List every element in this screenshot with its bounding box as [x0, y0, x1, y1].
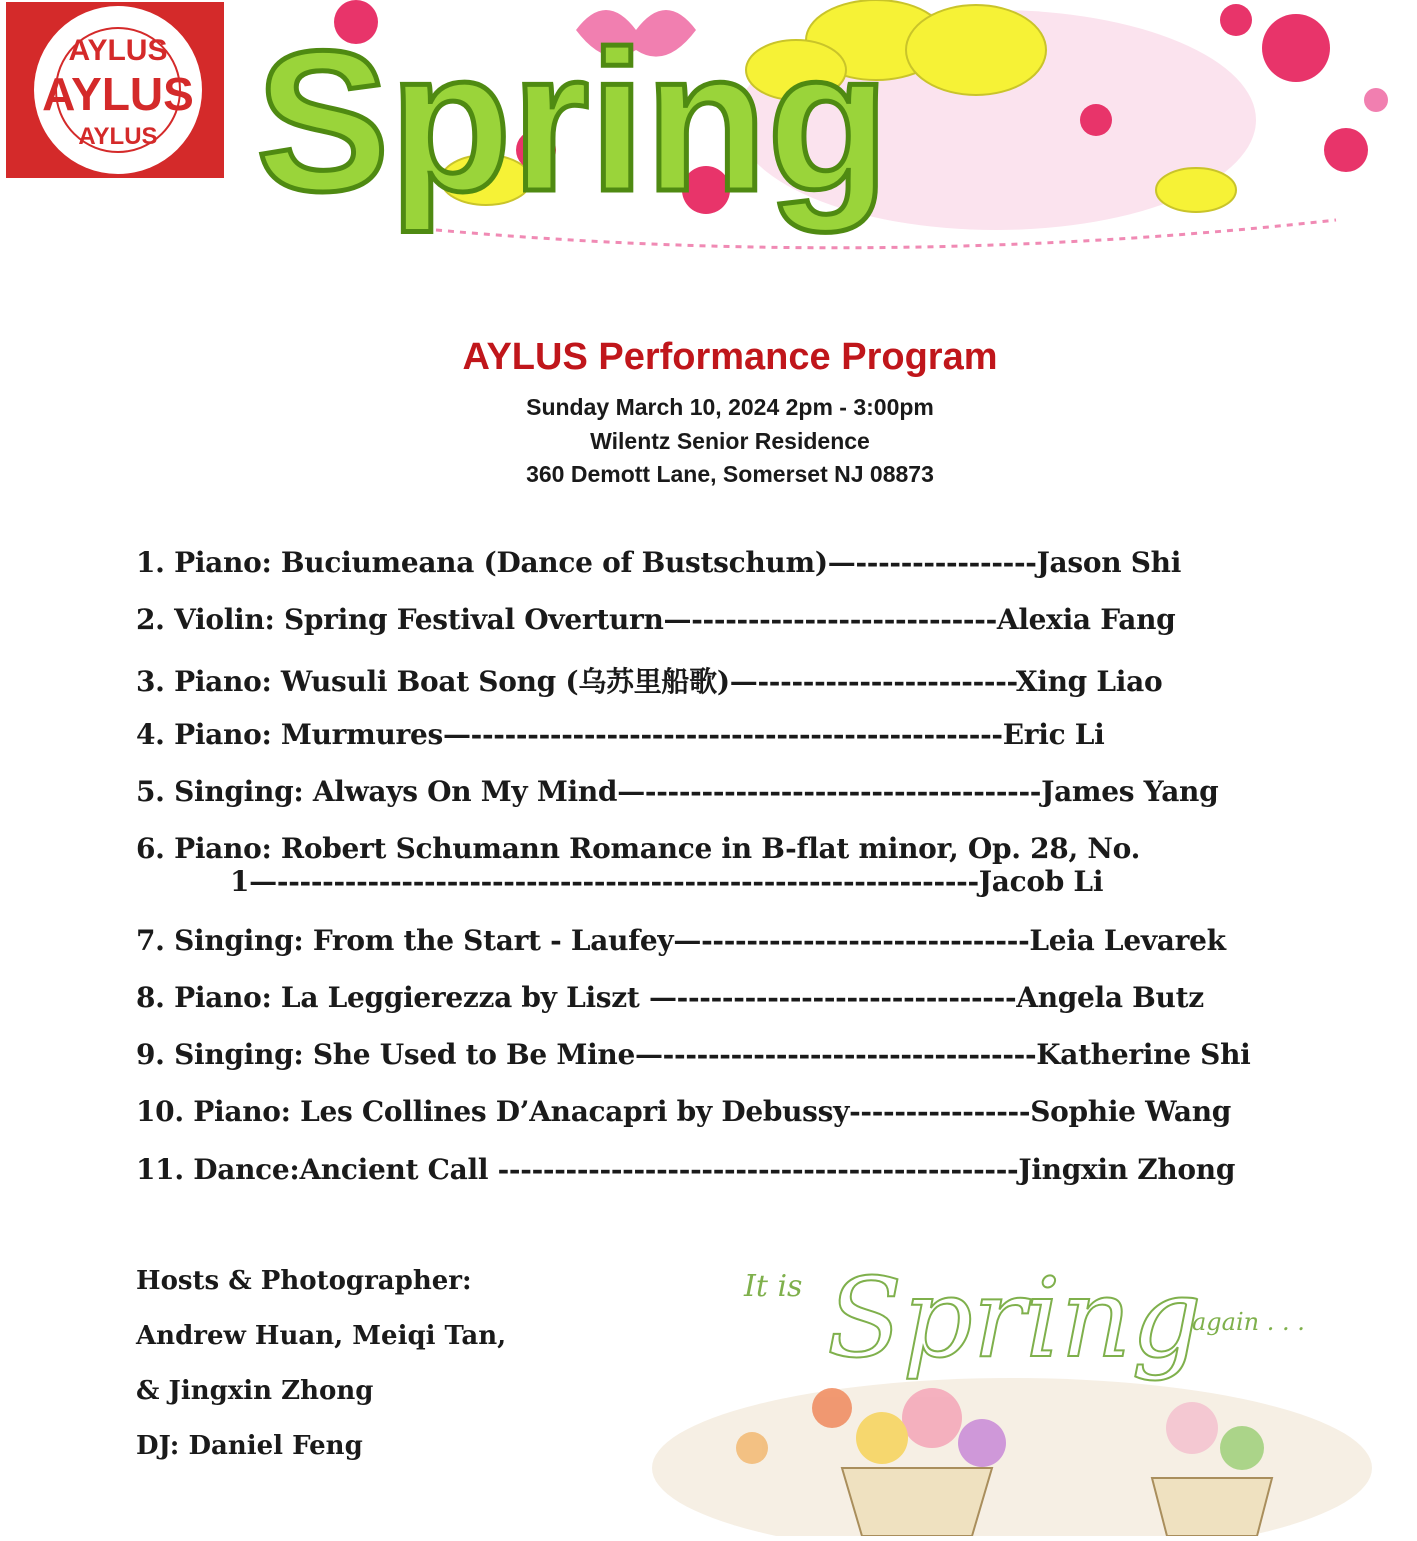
- program-item: [136, 832, 1140, 898]
- program-item: 11. Dance:Ancient Call ----------------------------------------------Jingxin Zhong: [136, 1153, 1236, 1186]
- program-item: 10. Piano: Les Collines D’Anacapri by Debussy----------------Sophie Wang: [136, 1095, 1232, 1128]
- logo-text-bottom: AYLUS: [78, 123, 158, 150]
- program-item-line-continued: 1—--------------------------------------------------------------Jacob Li: [230, 865, 1104, 898]
- program-item: 4. Piano: Murmures—-----------------------------------------------Eric Li: [136, 718, 1105, 751]
- program-item: 5. Singing: Always On My Mind—-----------------------------------James Yang: [136, 775, 1219, 808]
- banner-spring-word: Spring: [256, 10, 890, 233]
- art-again: again . . .: [1192, 1308, 1305, 1336]
- credits-hosts-1: Andrew Huan, Meiqi Tan,: [136, 1321, 507, 1351]
- art-it-is: It is: [744, 1269, 803, 1304]
- event-address: 360 Demott Lane, Somerset NJ 08873: [526, 461, 934, 487]
- program-item: 8. Piano: La Leggierezza by Liszt —------------------------------Angela Butz: [136, 981, 1204, 1014]
- program-item: 7. Singing: From the Start - Laufey—-----------------------------Leia Levarek: [136, 924, 1226, 957]
- program-item: 1. Piano: Buciumeana (Dance of Bustschum)—----------------Jason Shi: [136, 546, 1182, 579]
- program-item-line: 6. Piano: Robert Schumann Romance in B-flat minor, Op. 28, No.: [136, 832, 1141, 865]
- credits-dj: DJ: Daniel Feng: [136, 1431, 363, 1461]
- spring-banner: [236, 0, 1406, 260]
- art-spring-word: Spring: [827, 1254, 1202, 1382]
- spring-again-artwork: [632, 1238, 1392, 1536]
- page-title: AYLUS Performance Program: [462, 336, 998, 378]
- logo-text-top: AYLUS: [68, 34, 168, 67]
- credits-heading: Hosts & Photographer:: [136, 1266, 472, 1296]
- aylus-logo-graphic: [6, 2, 224, 178]
- event-venue: Wilentz Senior Residence: [590, 428, 870, 454]
- credits-hosts-2: & Jingxin Zhong: [136, 1376, 374, 1406]
- program-item: 2. Violin: Spring Festival Overturn—---------------------------Alexia Fang: [136, 603, 1176, 636]
- program-item: 3. Piano: Wusuli Boat Song (乌苏里船歌)—-----------------------Xing Liao: [136, 665, 1163, 698]
- spring-again-illustration: [632, 1238, 1392, 1536]
- aylus-logo: [6, 2, 224, 178]
- spring-banner-art: [236, 0, 1406, 260]
- event-date-time: Sunday March 10, 2024 2pm - 3:00pm: [526, 394, 934, 420]
- program-item: 9. Singing: She Used to Be Mine—---------------------------------Katherine Shi: [136, 1038, 1251, 1071]
- logo-text-center: AYLUS: [42, 68, 194, 120]
